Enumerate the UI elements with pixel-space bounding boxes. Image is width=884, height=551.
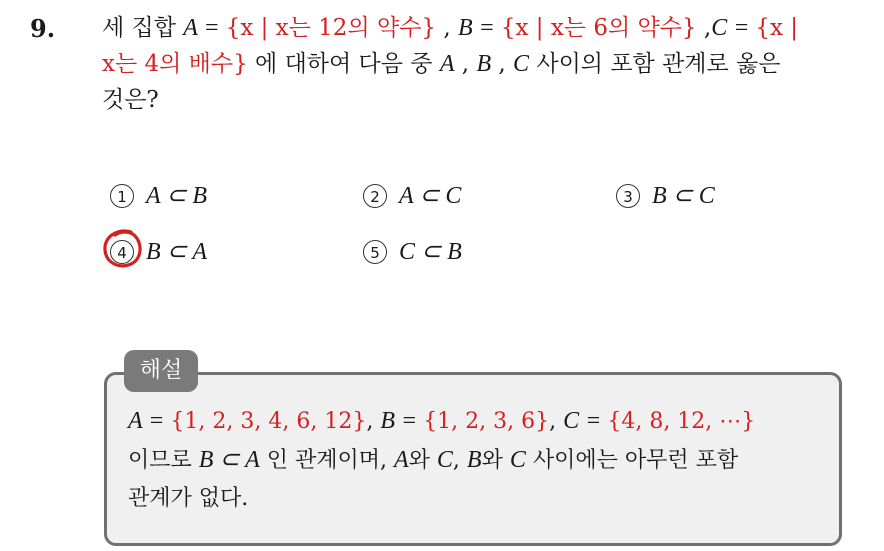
question-text bbox=[102, 10, 872, 118]
choice-number-3: 3 bbox=[616, 184, 640, 208]
choice-2[interactable] bbox=[363, 181, 461, 210]
sol-set-c-values: {4, 8, 12, ⋯} bbox=[607, 409, 756, 434]
choice-expr-2: A ⊂ C bbox=[399, 183, 462, 209]
var-a: A bbox=[439, 51, 455, 77]
sol-relation: B ⊂ A bbox=[198, 447, 260, 473]
var-b: B bbox=[476, 51, 492, 77]
sol-text: 이므로 bbox=[128, 448, 199, 473]
choice-3[interactable] bbox=[616, 181, 715, 210]
set-a-label: A = bbox=[183, 15, 226, 41]
question-line-3: 것은? bbox=[102, 87, 159, 113]
solution-line-2 bbox=[128, 441, 838, 480]
question-prefix: 세 집합 bbox=[102, 15, 184, 41]
set-c-label: C = bbox=[711, 15, 756, 41]
set-b-label: B = bbox=[457, 15, 501, 41]
separator: , bbox=[549, 409, 564, 434]
sol-text: 와 bbox=[408, 448, 437, 473]
sol-var-c: C bbox=[509, 447, 526, 473]
solution-line-3: 관계가 없다. bbox=[128, 486, 249, 511]
choice-number-1: 1 bbox=[110, 184, 134, 208]
sol-set-a-values: {1, 2, 3, 4, 6, 12} bbox=[170, 409, 367, 434]
choice-number-5: 5 bbox=[363, 240, 387, 264]
choice-expr-3: B ⊂ C bbox=[652, 183, 715, 209]
separator: , bbox=[491, 51, 514, 77]
sol-var-b: B bbox=[466, 447, 482, 473]
sol-text: 사이에는 아무런 포함 bbox=[525, 448, 739, 473]
var-c: C bbox=[513, 51, 530, 77]
choice-number-2: 2 bbox=[363, 184, 387, 208]
choice-expr-5: C ⊂ B bbox=[399, 239, 462, 265]
set-c-definition-start: {x | bbox=[755, 15, 799, 41]
sol-var-c: C bbox=[436, 447, 453, 473]
solution-line-1 bbox=[128, 402, 838, 441]
solution-tag: 해설 bbox=[124, 350, 198, 392]
choice-1[interactable] bbox=[110, 181, 207, 210]
separator: , bbox=[696, 15, 712, 41]
question-suffix: 사이의 포함 관계로 옳은 bbox=[529, 51, 781, 77]
set-a-definition: {x | x는 12의 약수} bbox=[225, 15, 437, 41]
choice-number-4: 4 bbox=[110, 240, 134, 264]
sol-set-c-label: C = bbox=[563, 408, 608, 434]
choice-expr-1: A ⊂ B bbox=[146, 183, 207, 209]
question-middle: 에 대하여 다음 중 bbox=[247, 51, 440, 77]
question-number: 9. bbox=[30, 14, 56, 43]
sol-text: 인 관계이며, bbox=[259, 448, 394, 473]
solution-text bbox=[128, 402, 838, 518]
set-c-definition-end: x는 4의 배수} bbox=[102, 51, 248, 77]
separator: , bbox=[366, 409, 381, 434]
answer-circle-mark bbox=[101, 227, 145, 271]
separator: , bbox=[454, 51, 477, 77]
sol-var-a: A bbox=[393, 447, 409, 473]
sol-text: 와 bbox=[481, 448, 510, 473]
choice-expr-4: B ⊂ A bbox=[146, 239, 207, 265]
set-b-definition: {x | x는 6의 약수} bbox=[500, 15, 697, 41]
sol-set-a-label: A = bbox=[128, 408, 171, 434]
sol-text: , bbox=[452, 448, 467, 473]
question-line-2 bbox=[102, 46, 872, 82]
separator: , bbox=[436, 15, 458, 41]
question-line-1 bbox=[102, 10, 872, 46]
sol-set-b-label: B = bbox=[380, 408, 424, 434]
sol-set-b-values: {1, 2, 3, 6} bbox=[423, 409, 550, 434]
choice-5[interactable] bbox=[363, 237, 462, 266]
